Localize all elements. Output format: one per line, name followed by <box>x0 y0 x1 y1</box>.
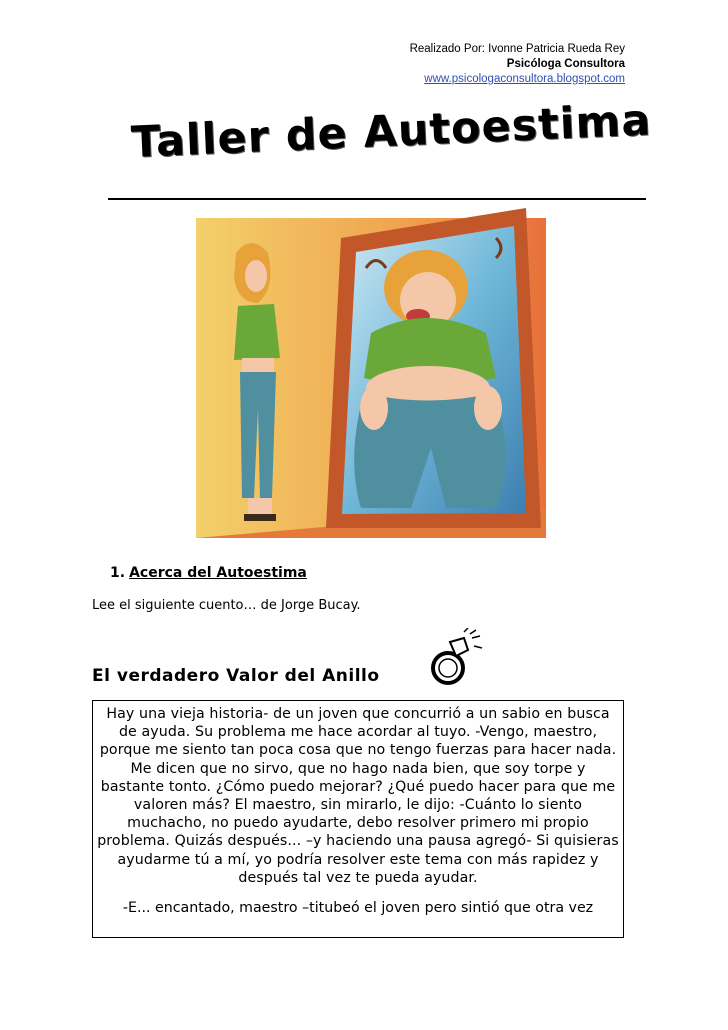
section-number: 1. <box>110 565 126 581</box>
story-paragraph: Hay una vieja historia- de un joven que concurrió a un sabio en busca de ayuda. Su problema me hace acordar al tuyo. -Vengo, maestro, porque me siento tan poca cosa que no tengo fuerzas para hacer nada. Me dicen que no sirvo, que no hago nada bien, que soy torpe y bastante tonto. ¿Cómo puedo mejorar? ¿Qué puedo hacer para que me valoren más? El maestro, sin mirarlo, le dijo: -Cuánto lo siento muchacho, no puedo ayudarte, debo resolver primero mi propio problema. Quizás después... –y haciendo una pausa agregó- Si quisieras ayudarme tú a mí, yo podría resolver este tema con más rapidez y después tal vez te pueda ayudar. <box>97 706 619 886</box>
title-underline <box>108 198 646 200</box>
page-title: Taller de Autoestima <box>130 95 653 168</box>
blog-link[interactable]: www.psicologaconsultora.blogspot.com <box>424 73 625 85</box>
author-role: Psicóloga Consultora <box>506 58 625 70</box>
story-last-line: -E... encantado, maestro –titubeó el joven pero sintió que otra vez <box>122 900 594 917</box>
story-box <box>92 700 624 938</box>
mirror-illustration <box>196 208 546 538</box>
intro-text: Lee el siguiente cuento… de Jorge Bucay. <box>92 598 361 613</box>
author-header <box>325 42 625 87</box>
title-block <box>130 95 653 200</box>
author-name: Realizado Por: Ivonne Patricia Rueda Rey <box>409 43 625 55</box>
ring-icon <box>424 628 484 688</box>
section-label: Acerca del Autoestima <box>129 565 307 581</box>
story-title: El verdadero Valor del Anillo <box>92 666 380 686</box>
section-heading <box>110 565 307 581</box>
